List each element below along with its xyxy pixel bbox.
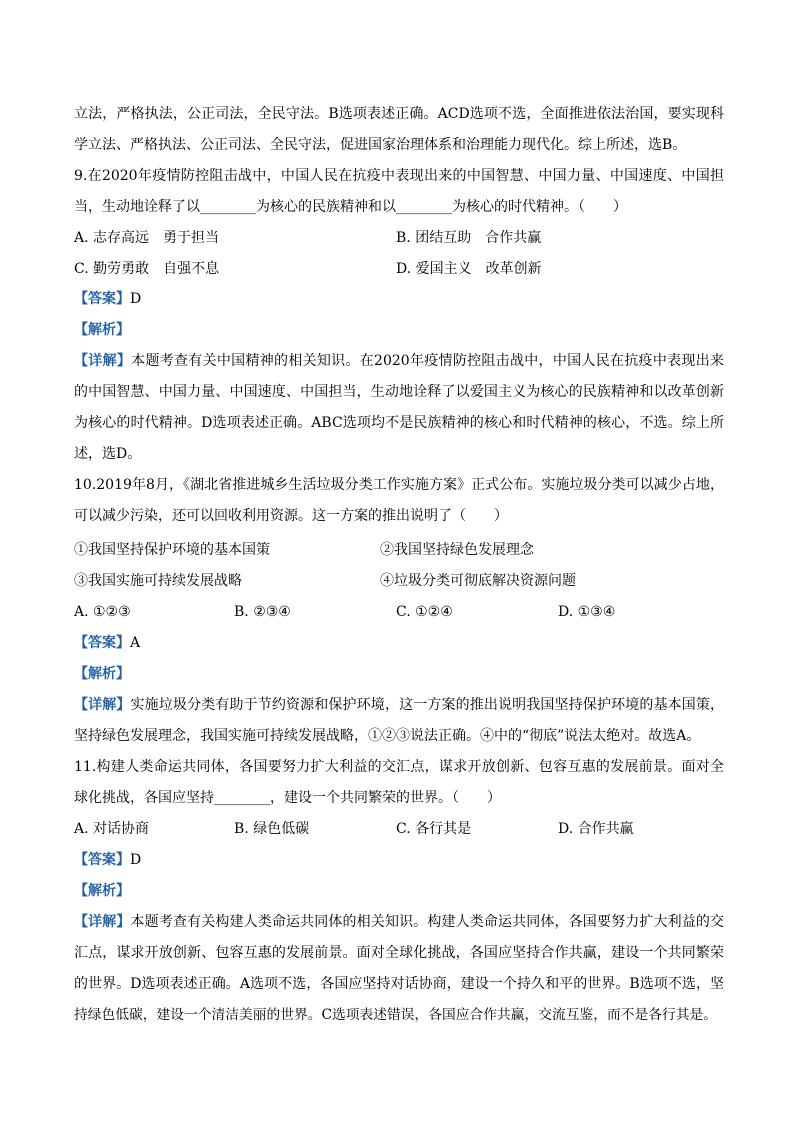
answer-tag: 【答案】 (74, 852, 130, 868)
q8-analysis-line-2: 学立法、严格执法、公正司法、全民守法，促进国家治理体系和治理能力现代化。综上所述，选B。 (74, 137, 687, 153)
q8-analysis-line-1: 立法，严格执法，公正司法，全民守法。B选项表述正确。ACD选项不选，全面推进依法治国，要实现科 (74, 106, 724, 122)
analysis-tag: 【解析】 (74, 322, 130, 338)
q10-detail-line-1 (74, 695, 724, 715)
q11-option-a: A. 对话协商 (74, 821, 150, 837)
q9-detail-line-2: 的中国智慧、中国力量、中国速度、中国担当，生动地诠释了以爱国主义为核心的民族精神和以改革创新 (74, 384, 724, 400)
q10-option-d: D. ①③④ (558, 604, 616, 620)
q11-option-d: D. 合作共赢 (558, 821, 634, 837)
q9-detail-line-4: 述，选D。 (74, 446, 142, 462)
detail-tag: 【详解】 (74, 697, 131, 713)
q11-detail-text-1: 本题考查有关构建人类命运共同体的相关知识。构建人类命运共同体，各国要努力扩大利益的交 (130, 914, 725, 930)
q10-option-c: C. ①②④ (396, 604, 453, 620)
q10-statement-4: ④垃圾分类可彻底解决资源问题 (380, 573, 576, 589)
q9-analysis-heading (74, 320, 130, 340)
q10-statement-1: ①我国坚持保护环境的基本国策 (74, 542, 270, 558)
answer-tag: 【答案】 (74, 635, 130, 651)
detail-tag: 【详解】 (74, 914, 131, 930)
q11-analysis-heading (74, 881, 130, 901)
q10-stem-line-2: 可以减少污染，还可以回收利用资源。这一方案的推出说明了（ ） (74, 508, 508, 524)
q9-option-a: A. 志存高远 勇于担当 (74, 230, 220, 246)
q11-option-b: B. 绿色低碳 (234, 821, 310, 837)
q9-answer (74, 289, 141, 309)
q11-option-c: C. 各行其是 (396, 821, 472, 837)
analysis-tag: 【解析】 (74, 666, 130, 682)
q10-option-b: B. ②③④ (234, 604, 291, 620)
q10-answer (74, 633, 140, 653)
q10-statement-2: ②我国坚持绿色发展理念 (380, 542, 534, 558)
q10-detail-text-1: 实施垃圾分类有助于节约资源和保护环境，这一方案的推出说明我国坚持保护环境的基本国策， (130, 697, 725, 713)
q9-stem-line-1: 9.在2020年疫情防控阻击战中，中国人民在抗疫中表现出来的中国智慧、中国力量、中国速度、中国担 (74, 168, 724, 184)
q10-detail-line-2: 坚持绿色发展理念，我国实施可持续发展战略，①②③说法正确。④中的“彻底”说法太绝对。故选A。 (74, 728, 701, 744)
detail-tag: 【详解】 (74, 353, 132, 369)
q10-option-a: A. ①②③ (74, 604, 131, 620)
q9-detail-text-1: 本题考查有关中国精神的相关知识。在2020年疫情防控阻击战中，中国人民在抗疫中表现出来 (131, 353, 724, 369)
q9-detail-line-1 (74, 351, 724, 371)
q11-answer (74, 850, 141, 870)
q9-option-c: C. 勤劳勇敢 自强不息 (74, 261, 220, 277)
q11-stem-line-2: 球化挑战，各国应坚持________，建设一个共同繁荣的世界。（ ） (74, 790, 501, 806)
answer-value: D (130, 852, 142, 868)
q9-option-d: D. 爱国主义 改革创新 (396, 261, 542, 277)
q11-detail-line-2: 汇点，谋求开放创新、包容互惠的发展前景。面对全球化挑战，各国应坚持合作共赢，建设一个共同繁荣 (74, 945, 724, 961)
q10-analysis-heading (74, 664, 130, 684)
answer-value: D (130, 291, 142, 307)
q11-detail-line-4: 持绿色低碳，建设一个清洁美丽的世界。C选项表述错误，各国应合作共赢，交流互鉴，而不是各行其是。 (74, 1007, 718, 1023)
analysis-tag: 【解析】 (74, 883, 130, 899)
q9-stem-line-2: 当，生动地诠释了以________为核心的民族精神和以________为核心的时代精神。（ ） (74, 199, 627, 215)
q9-option-b: B. 团结互助 合作共赢 (396, 230, 542, 246)
q11-detail-line-3: 的世界。D选项表述正确。A选项不选，各国应坚持对话协商，建设一个持久和平的世界。B选项不选，坚 (74, 976, 724, 992)
q11-detail-line-1 (74, 912, 724, 932)
answer-value: A (130, 635, 141, 651)
q9-detail-line-3: 为核心的时代精神。D选项表述正确。ABC选项均不是民族精神的核心和时代精神的核心，不选。综上所 (74, 415, 724, 431)
q11-stem-line-1: 11.构建人类命运共同体，各国要努力扩大利益的交汇点，谋求开放创新、包容互惠的发展前景。面对全 (74, 759, 724, 775)
answer-tag: 【答案】 (74, 291, 130, 307)
q10-statement-3: ③我国实施可持续发展战略 (74, 573, 242, 589)
q10-stem-line-1: 10.2019年8月，《湖北省推进城乡生活垃圾分类工作实施方案》正式公布。实施垃圾分类可以减少占地， (74, 477, 724, 493)
